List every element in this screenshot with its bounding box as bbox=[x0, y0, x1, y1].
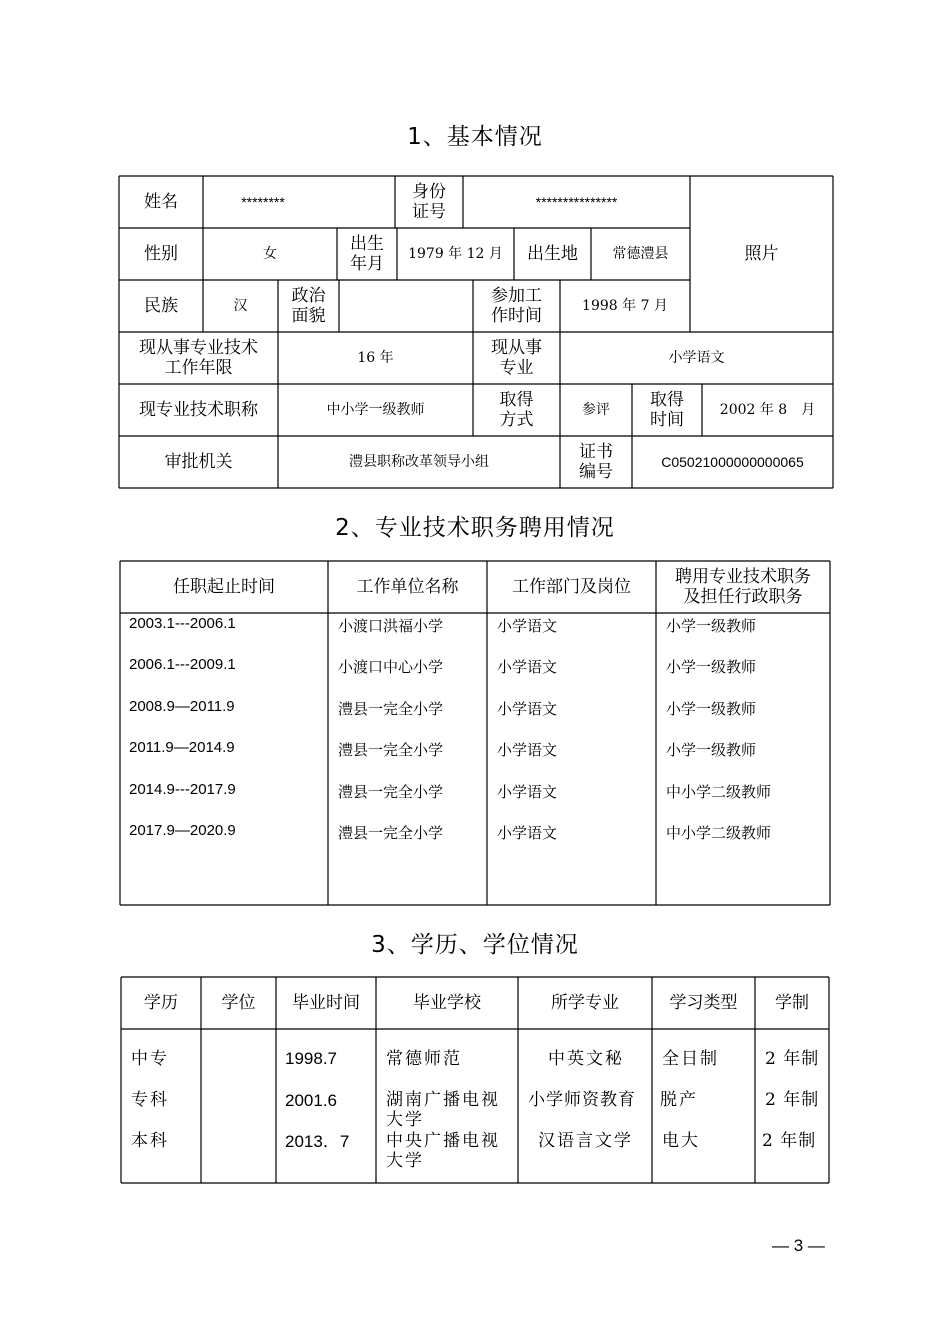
birth-value: 1979 年 12 月 bbox=[408, 246, 503, 262]
id-value: *************** bbox=[535, 194, 618, 210]
title-value: 中小学一级教师 bbox=[326, 402, 425, 418]
column-header: 学习类型 bbox=[669, 993, 738, 1013]
table-cell: 中专 bbox=[131, 1049, 169, 1069]
table-cell: 澧县一完全小学 bbox=[338, 783, 444, 801]
section-1-title: 1、基本情况 bbox=[407, 124, 543, 150]
table-cell: 中央广播电视大学 bbox=[386, 1131, 500, 1171]
political-label: 政治 面貌 bbox=[291, 286, 326, 326]
table-cell: 小学语文 bbox=[497, 783, 558, 801]
column-header: 学制 bbox=[775, 993, 809, 1013]
time-label: 取得 时间 bbox=[650, 390, 684, 430]
table-cell: 2011.9—2014.9 bbox=[129, 739, 235, 756]
table-cell: 小学语文 bbox=[497, 658, 558, 676]
column-header: 学位 bbox=[221, 993, 256, 1013]
gender-value: 女 bbox=[263, 246, 277, 262]
authority-label: 审批机关 bbox=[164, 452, 233, 472]
table-cell: 2014.9---2017.9 bbox=[129, 781, 236, 798]
cert-value: C05021000000000065 bbox=[661, 454, 804, 470]
workstart-label: 参加工 作时间 bbox=[491, 286, 542, 326]
table-cell: 小学语文 bbox=[497, 700, 558, 718]
section-2-title: 2、专业技术职务聘用情况 bbox=[335, 515, 615, 541]
column-header: 毕业学校 bbox=[413, 993, 481, 1013]
table-cell: 专科 bbox=[131, 1090, 169, 1110]
birthplace-label: 出生地 bbox=[527, 244, 578, 264]
name-value: ******** bbox=[241, 194, 285, 210]
ethnicity-label: 民族 bbox=[144, 296, 178, 316]
name-label: 姓名 bbox=[144, 192, 178, 212]
table-cell: 小学师资教育 bbox=[528, 1090, 636, 1110]
table-cell: 中小学二级教师 bbox=[666, 783, 772, 801]
table-cell: 小学语文 bbox=[497, 617, 558, 635]
column-header: 任职起止时间 bbox=[173, 577, 275, 597]
table-cell: 中小学二级教师 bbox=[666, 824, 772, 842]
table-cell: 小学语文 bbox=[497, 824, 558, 842]
years-value: 16 年 bbox=[357, 350, 394, 366]
method-value: 参评 bbox=[582, 402, 610, 418]
table-cell: 小学一级教师 bbox=[666, 658, 757, 676]
table-cell: 2013．7 bbox=[285, 1132, 350, 1151]
table-cell: 澧县一完全小学 bbox=[338, 700, 444, 718]
table-cell: 2 年制 bbox=[765, 1090, 820, 1110]
workstart-value: 1998 年 7 月 bbox=[582, 298, 668, 314]
time-value: 2002 年 8 月 bbox=[719, 402, 816, 418]
birth-label: 出生 年月 bbox=[350, 234, 384, 274]
cert-label: 证书 编号 bbox=[579, 442, 613, 482]
table-cell: 小学一级教师 bbox=[666, 741, 757, 759]
table-cell: 2 年制 bbox=[765, 1049, 820, 1069]
table-cell: 电大 bbox=[662, 1131, 700, 1151]
table-cell: 小渡口洪福小学 bbox=[338, 617, 444, 635]
photo-placeholder: 照片 bbox=[744, 244, 779, 264]
table-cell: 澧县一完全小学 bbox=[338, 741, 444, 759]
table-cell: 1998.7 bbox=[285, 1049, 337, 1068]
table-cell: 脱产 bbox=[660, 1090, 698, 1110]
ethnicity-value: 汉 bbox=[233, 298, 248, 314]
table-cell: 2008.9—2011.9 bbox=[129, 698, 235, 715]
authority-value: 澧县职称改革领导小组 bbox=[349, 454, 489, 470]
title-label: 现专业技术职称 bbox=[139, 400, 258, 420]
column-header: 所学专业 bbox=[551, 993, 619, 1013]
column-header: 工作单位名称 bbox=[356, 577, 459, 597]
column-header: 毕业时间 bbox=[292, 993, 360, 1013]
political-value bbox=[339, 280, 473, 332]
birthplace-value: 常德澧县 bbox=[612, 246, 669, 262]
table-cell: 汉语言文学 bbox=[538, 1131, 633, 1151]
table-cell: 小学语文 bbox=[497, 741, 558, 759]
section-3-title: 3、学历、学位情况 bbox=[371, 932, 579, 958]
table-cell: 2006.1---2009.1 bbox=[129, 656, 236, 673]
table-cell: 本科 bbox=[131, 1131, 169, 1151]
years-label: 现从事专业技术 工作年限 bbox=[139, 338, 258, 378]
table-cell: 湖南广播电视大学 bbox=[386, 1090, 500, 1130]
table-cell: 中英文秘 bbox=[548, 1049, 624, 1069]
table-cell: 常德师范 bbox=[386, 1049, 462, 1069]
column-header: 学历 bbox=[144, 993, 178, 1013]
table-cell: 澧县一完全小学 bbox=[338, 824, 444, 842]
table-cell: 全日制 bbox=[662, 1049, 719, 1069]
page-number: — 3 — bbox=[772, 1236, 825, 1255]
gender-label: 性别 bbox=[144, 244, 178, 264]
table-cell: 小学一级教师 bbox=[666, 617, 757, 635]
table-cell: 2003.1---2006.1 bbox=[129, 615, 236, 632]
column-header: 工作部门及岗位 bbox=[512, 577, 631, 597]
table-cell: 2017.9—2020.9 bbox=[129, 822, 236, 839]
major-value: 小学语文 bbox=[668, 350, 725, 366]
id-label: 身份 证号 bbox=[412, 182, 446, 222]
method-label: 取得 方式 bbox=[499, 390, 534, 430]
table-cell: 小渡口中心小学 bbox=[338, 658, 444, 676]
major-label: 现从事 专业 bbox=[491, 338, 542, 378]
column-header: 聘用专业技术职务 及担任行政职务 bbox=[675, 567, 811, 607]
table-cell: 2 年制 bbox=[762, 1131, 817, 1151]
table-cell: 小学一级教师 bbox=[666, 700, 757, 718]
table-cell: 2001.6 bbox=[285, 1091, 337, 1110]
